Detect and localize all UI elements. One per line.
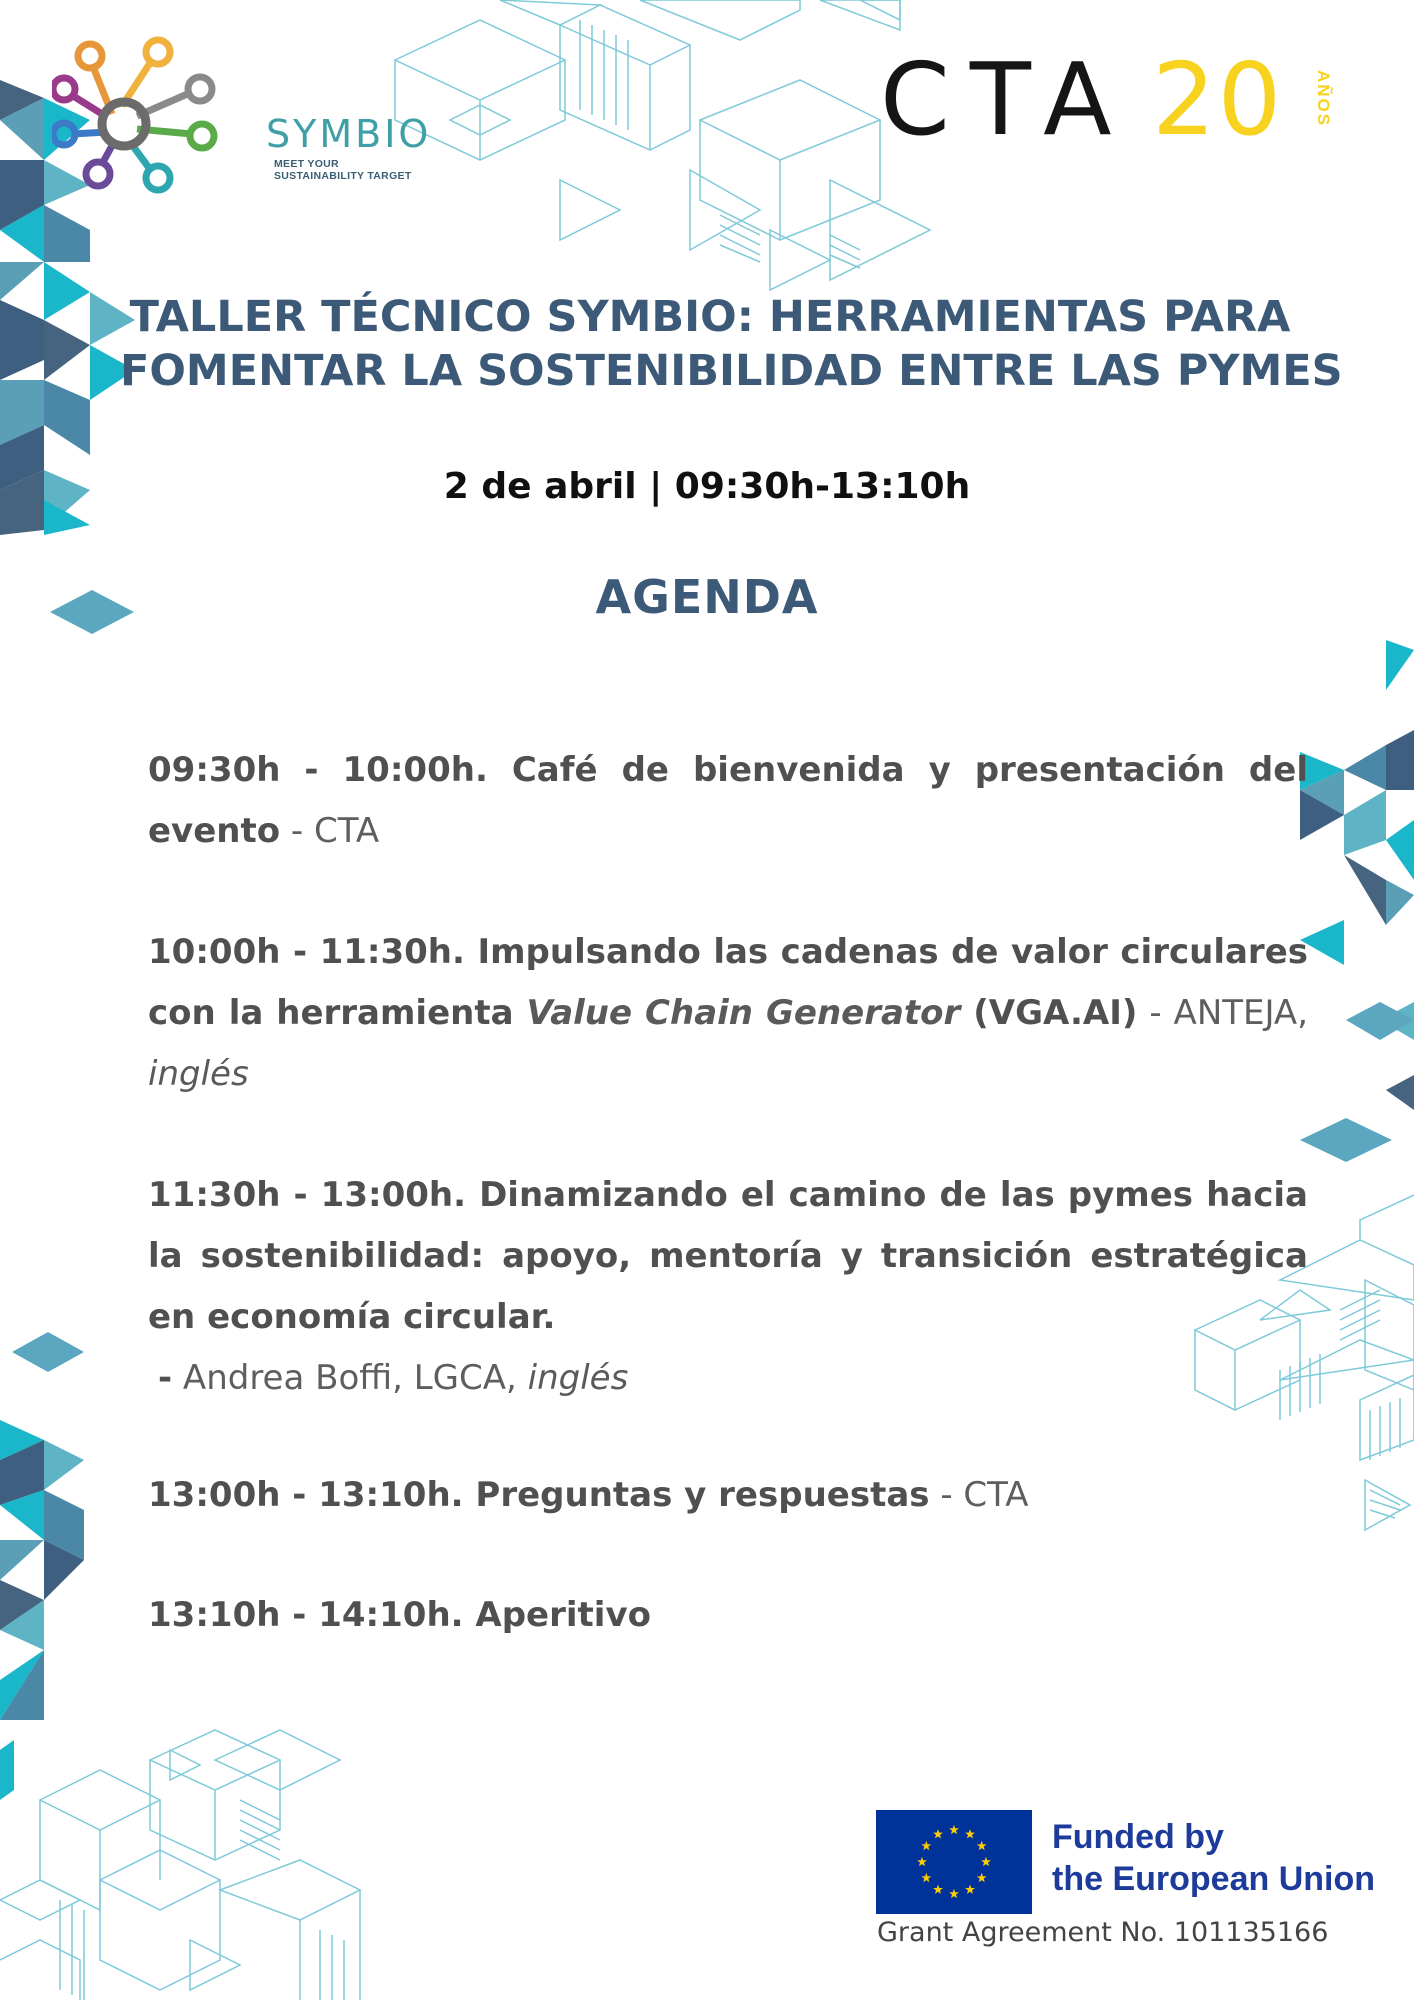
agenda-item-1-speaker: - CTA: [280, 811, 380, 851]
symbio-wordmark: SYMBIO: [266, 112, 432, 156]
cta-anniversary-word: AÑOS: [1314, 70, 1333, 128]
agenda-item-2-language: inglés: [148, 1054, 249, 1094]
symbio-logo: [52, 34, 432, 194]
right-triangle-pattern: [1300, 640, 1414, 1162]
page-title: [120, 290, 1343, 398]
agenda-item-1-title: 09:30h - 10:00h. Café de bienvenida y presentación del evento: [148, 750, 1308, 851]
funded-by-text: [1052, 1816, 1412, 1900]
agenda-item-4-speaker: - CTA: [929, 1475, 1029, 1515]
cta-wordmark: CTA: [880, 41, 1132, 158]
agenda-item-3-speaker-line: [148, 1348, 1308, 1409]
left-triangle-pattern-bottom: [0, 1332, 84, 1800]
line-pattern-bottom-left: [0, 1730, 360, 2000]
agenda-item-3-language: inglés: [527, 1358, 629, 1398]
eu-flag-icon: [876, 1810, 1032, 1914]
agenda-item-3-speaker: Andrea Boffi, LGCA,: [172, 1358, 528, 1398]
agenda-item-2: [148, 922, 1308, 1105]
symbio-molecule-icon: [52, 34, 272, 194]
event-date-time: 2 de abril | 09:30h-13:10h: [443, 466, 971, 507]
agenda-item-5: [148, 1585, 1308, 1646]
line-pattern-top-center: [395, 0, 930, 290]
grant-agreement: Grant Agreement No. 101135166: [877, 1917, 1329, 1948]
agenda-item-2-title: 10:00h - 11:30h. Impulsando las cadenas de valor circulares con la herramienta: [148, 932, 1308, 1033]
cta-anniversary-number: 20: [1152, 41, 1284, 158]
agenda-item-4-title: 13:00h - 13:10h. Preguntas y respuestas: [148, 1475, 930, 1515]
agenda-item-2-speaker: - ANTEJA,: [1137, 993, 1308, 1033]
agenda-item-5-title: 13:10h - 14:10h. Aperitivo: [148, 1595, 651, 1635]
title-line-2: FOMENTAR LA SOSTENIBILIDAD ENTRE LAS PYMES: [120, 346, 1343, 396]
agenda-item-2-tool-name: Value Chain Generator: [526, 993, 961, 1033]
symbio-tagline: MEET YOUR SUSTAINABILITY TARGET: [274, 158, 412, 182]
agenda-item-2-tool-acronym: (VGA.AI): [960, 993, 1138, 1033]
agenda-list: [148, 740, 1308, 1646]
agenda-item-3-dash: -: [158, 1358, 173, 1398]
agenda-heading: AGENDA: [595, 570, 819, 624]
agenda-item-4: [148, 1465, 1308, 1526]
title-line-1: TALLER TÉCNICO SYMBIO: HERRAMIENTAS PARA: [129, 292, 1291, 342]
agenda-item-3: [148, 1165, 1308, 1409]
agenda-item-3-title: 11:30h - 13:00h. Dinamizando el camino de las pymes hacia la sostenibilidad: apoyo, mentoría y transición estratégica en economía circular.: [148, 1175, 1308, 1337]
funded-by-line-2: the European Union: [1052, 1860, 1375, 1898]
funded-by-line-1: Funded by: [1052, 1818, 1224, 1856]
agenda-item-1: [148, 740, 1308, 862]
